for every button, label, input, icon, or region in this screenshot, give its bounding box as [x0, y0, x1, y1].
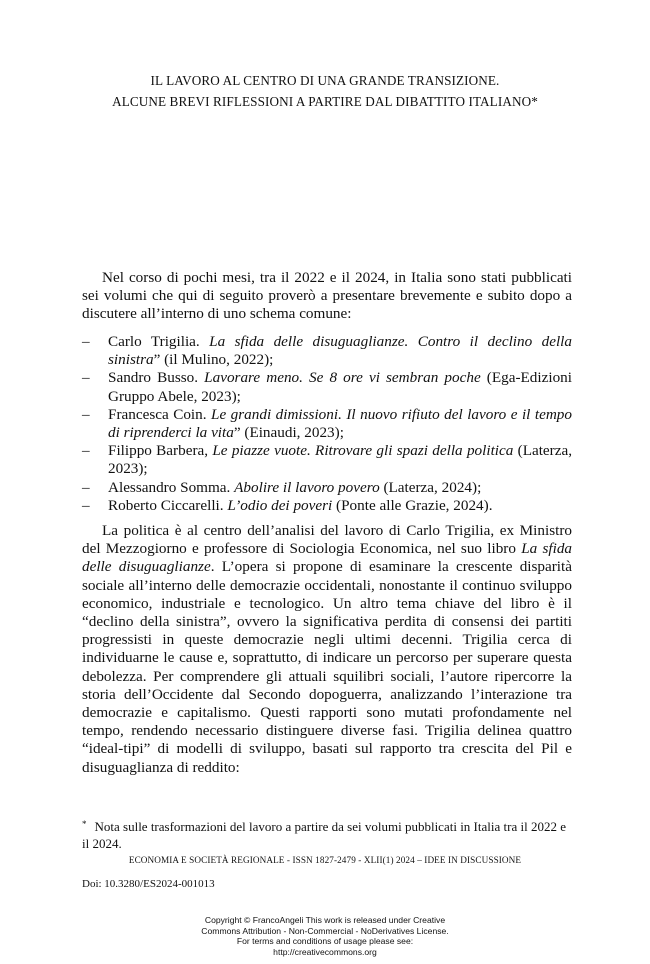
footnote	[82, 816, 572, 852]
copyright-line-3: For terms and conditions of usage please see:	[236, 936, 414, 947]
footnote-mark: *	[82, 819, 87, 829]
book-title: La sfida delle disuguaglianze	[82, 540, 573, 576]
intro-paragraph	[82, 269, 572, 324]
list-dash: –	[82, 478, 90, 496]
title-line-2: ALCUNE BREVI RIFLESSIONI A PARTIRE DAL DIBATTITO ITALIANO*	[112, 94, 538, 109]
body-paragraph	[82, 522, 572, 777]
list-item	[82, 497, 572, 515]
copyright-line-1: Copyright © FrancoAngeli This work is released under Creative	[204, 915, 446, 925]
book-title: Le grandi dimissioni. Il nuovo rifiuto del lavoro e il tempo di riprenderci la vita	[108, 405, 572, 442]
book-title: Le piazze vuote. Ritrovare gli spazi della politica	[212, 442, 514, 460]
intro-text: Nel corso di pochi mesi, tra il 2022 e il 2024, in Italia sono stati pubblicati sei volumi che qui di seguito proverò a presentare brevemente e subito dopo a discutere all’interno di uno schema comune:	[82, 269, 572, 323]
list-dash: –	[82, 405, 90, 423]
book-publisher: ” (Einaudi, 2023);	[233, 424, 344, 442]
paragraph-end: . L’opera si propone di esaminare la crescente disparità sociale all’interno delle democrazie occidentali, nonostante il continuo sviluppo economico, industriale e tecnologico. Un altro tema chiave del libro è il “declino della sinistra”, ovvero la significativa perdita di consensi dei partiti progressisti in queste democrazie negli ultimi decenni. Trigilia cerca di individuarne le cause e, soprattutto, di indicare un percorso per superare questa debolezza. Per comprendere gli attuali squilibri sociali, l’autore ripercorre la storia dell’Occidente dal Secondo dopoguerra, analizzando l’interazione tra democrazie e capitalismo. Questi rapporti sono mutati profondamente nel tempo, rendendo necessario distinguere diverse fasi. Trigilia delinea quattro “ideal-tipi” di modelli di sviluppo, basati sul rapporto tra crescita del Pil e disuguaglianza di reddito:	[82, 558, 572, 776]
list-item	[82, 369, 572, 405]
doi: Doi: 10.3280/ES2024-001013	[82, 878, 215, 890]
book-title: Abolire il lavoro povero	[234, 478, 380, 496]
book-list	[82, 333, 572, 515]
list-item	[82, 406, 572, 442]
paragraph-start: La politica è al centro dell’analisi del lavoro di Carlo Trigilia, ex Ministro del Mezzogiorno e professore di Sociologia Economica, nel suo libro	[82, 522, 572, 558]
book-title: La sfida delle disuguaglianze. Contro il declino della sinistra	[108, 333, 572, 369]
book-publisher: ” (il Mulino, 2022);	[153, 351, 274, 369]
book-author: Sandro Busso.	[108, 369, 205, 387]
book-author: Roberto Ciccarelli.	[108, 496, 228, 514]
title-line-1: IL LAVORO AL CENTRO DI UNA GRANDE TRANSIZIONE.	[150, 73, 500, 88]
footnote-text: Nota sulle trasformazioni del lavoro a partire da sei volumi pubblicati in Italia tra il 2022 e il 2024.	[82, 819, 566, 851]
book-author: Filippo Barbera,	[108, 442, 213, 460]
book-author: Francesca Coin.	[108, 405, 211, 423]
book-title: L’odio dei poveri	[227, 496, 333, 514]
list-item	[82, 333, 572, 369]
book-author: Carlo Trigilia.	[108, 333, 210, 350]
copyright-notice	[0, 915, 650, 957]
list-dash: –	[82, 369, 90, 387]
book-author: Alessandro Somma.	[108, 478, 235, 496]
journal-info: ECONOMIA E SOCIETÀ REGIONALE - ISSN 1827-2479 - XLII(1) 2024 – IDEE IN DISCUSSIONE	[128, 855, 522, 865]
copyright-line-2: Commons Attribution - Non-Commercial - NoDerivatives License.	[201, 925, 449, 936]
list-item	[82, 479, 572, 497]
paragraph-text	[82, 522, 572, 777]
article-title	[0, 70, 650, 112]
book-publisher: (Laterza, 2024);	[379, 478, 482, 496]
copyright-link[interactable]: http://creativecommons.org	[273, 946, 377, 957]
list-dash: –	[82, 442, 90, 460]
book-publisher: (Laterza, 2023);	[108, 442, 573, 478]
book-publisher: (Ega-Edizioni Gruppo Abele, 2023);	[108, 369, 572, 405]
book-publisher: (Ponte alle Grazie, 2024).	[332, 496, 493, 514]
list-item	[82, 442, 572, 478]
book-title: Lavorare meno. Se 8 ore vi sembran poche	[204, 369, 481, 387]
list-dash: –	[82, 496, 90, 514]
list-dash: –	[82, 333, 90, 350]
